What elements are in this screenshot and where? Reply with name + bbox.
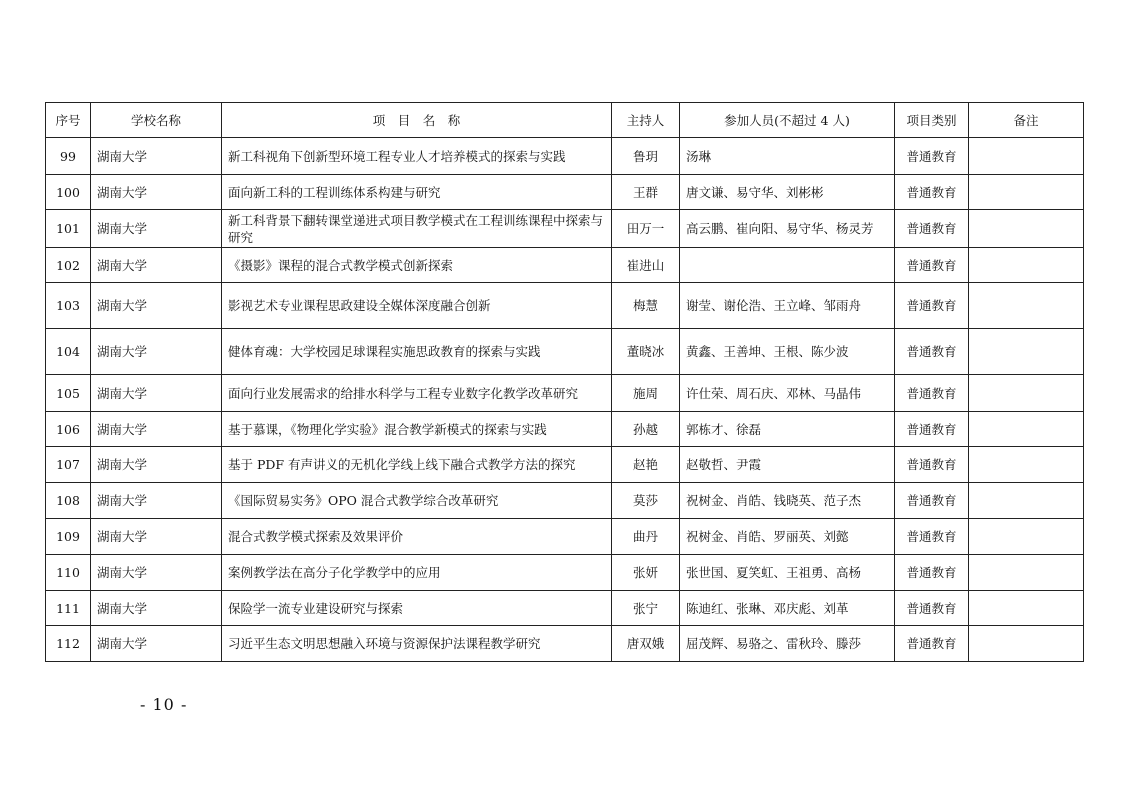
header-host: 主持人 xyxy=(612,103,680,138)
category-cell: 普通教育 xyxy=(895,447,969,483)
row-number-cell: 101 xyxy=(46,210,91,248)
host-name-cell: 崔进山 xyxy=(612,248,680,283)
row-number-cell: 102 xyxy=(46,248,91,283)
school-name-cell: 湖南大学 xyxy=(91,283,222,329)
school-name-cell: 湖南大学 xyxy=(91,483,222,519)
category-cell: 普通教育 xyxy=(895,626,969,662)
table-row xyxy=(46,329,1084,375)
row-number-cell: 112 xyxy=(46,626,91,662)
members-cell: 郭栋才、徐磊 xyxy=(680,412,895,447)
row-number-cell: 105 xyxy=(46,375,91,412)
category-cell: 普通教育 xyxy=(895,483,969,519)
table-row xyxy=(46,283,1084,329)
members-cell: 赵敬哲、尹霞 xyxy=(680,447,895,483)
table-row xyxy=(46,138,1084,175)
school-name-cell: 湖南大学 xyxy=(91,375,222,412)
host-name-cell: 唐双娥 xyxy=(612,626,680,662)
table-row xyxy=(46,447,1084,483)
host-name-cell: 董晓冰 xyxy=(612,329,680,375)
header-no: 序号 xyxy=(46,103,91,138)
row-number-cell: 108 xyxy=(46,483,91,519)
row-number-cell: 107 xyxy=(46,447,91,483)
category-cell: 普通教育 xyxy=(895,412,969,447)
school-name-cell: 湖南大学 xyxy=(91,210,222,248)
category-cell: 普通教育 xyxy=(895,175,969,210)
row-number-cell: 100 xyxy=(46,175,91,210)
school-name-cell: 湖南大学 xyxy=(91,519,222,555)
category-cell: 普通教育 xyxy=(895,283,969,329)
host-name-cell: 莫莎 xyxy=(612,483,680,519)
host-name-cell: 张宁 xyxy=(612,591,680,626)
table-row xyxy=(46,519,1084,555)
row-number-cell: 106 xyxy=(46,412,91,447)
school-name-cell: 湖南大学 xyxy=(91,175,222,210)
project-name-cell: 健体育魂：大学校园足球课程实施思政教育的探索与实践 xyxy=(222,329,612,375)
remark-cell xyxy=(969,447,1084,483)
school-name-cell: 湖南大学 xyxy=(91,626,222,662)
remark-cell xyxy=(969,175,1084,210)
remark-cell xyxy=(969,329,1084,375)
project-name-cell: 新工科背景下翻转课堂递进式项目教学模式在工程训练课程中探索与研究 xyxy=(222,210,612,248)
table-row xyxy=(46,375,1084,412)
remark-cell xyxy=(969,519,1084,555)
host-name-cell: 田万一 xyxy=(612,210,680,248)
header-project: 项 目 名 称 xyxy=(222,103,612,138)
table-row xyxy=(46,248,1084,283)
members-cell xyxy=(680,248,895,283)
members-cell: 高云鹏、崔向阳、易守华、杨灵芳 xyxy=(680,210,895,248)
category-cell: 普通教育 xyxy=(895,519,969,555)
school-name-cell: 湖南大学 xyxy=(91,329,222,375)
project-name-cell: 案例教学法在高分子化学教学中的应用 xyxy=(222,555,612,591)
table-row xyxy=(46,555,1084,591)
members-cell: 唐文谦、易守华、刘彬彬 xyxy=(680,175,895,210)
members-cell: 黄鑫、王善坤、王根、陈少波 xyxy=(680,329,895,375)
members-cell: 张世国、夏笑虹、王祖勇、高杨 xyxy=(680,555,895,591)
project-name-cell: 习近平生态文明思想融入环境与资源保护法课程教学研究 xyxy=(222,626,612,662)
members-cell: 屈茂辉、易骆之、雷秋玲、滕莎 xyxy=(680,626,895,662)
host-name-cell: 孙越 xyxy=(612,412,680,447)
row-number-cell: 110 xyxy=(46,555,91,591)
project-name-cell: 混合式教学模式探索及效果评价 xyxy=(222,519,612,555)
school-name-cell: 湖南大学 xyxy=(91,447,222,483)
row-number-cell: 103 xyxy=(46,283,91,329)
project-name-cell: 基于慕课，《物理化学实验》混合教学新模式的探索与实践 xyxy=(222,412,612,447)
school-name-cell: 湖南大学 xyxy=(91,138,222,175)
row-number-cell: 111 xyxy=(46,591,91,626)
school-name-cell: 湖南大学 xyxy=(91,555,222,591)
school-name-cell: 湖南大学 xyxy=(91,412,222,447)
project-name-cell: 新工科视角下创新型环境工程专业人才培养模式的探索与实践 xyxy=(222,138,612,175)
host-name-cell: 鲁玥 xyxy=(612,138,680,175)
category-cell: 普通教育 xyxy=(895,375,969,412)
header-remark: 备注 xyxy=(969,103,1084,138)
project-name-cell: 面向行业发展需求的给排水科学与工程专业数字化教学改革研究 xyxy=(222,375,612,412)
remark-cell xyxy=(969,375,1084,412)
header-school: 学校名称 xyxy=(91,103,222,138)
remark-cell xyxy=(969,248,1084,283)
row-number-cell: 104 xyxy=(46,329,91,375)
table-row xyxy=(46,483,1084,519)
table-row xyxy=(46,412,1084,447)
members-cell: 谢莹、谢伦浩、王立峰、邹雨舟 xyxy=(680,283,895,329)
school-name-cell: 湖南大学 xyxy=(91,248,222,283)
table-row xyxy=(46,210,1084,248)
remark-cell xyxy=(969,412,1084,447)
project-name-cell: 《摄影》课程的混合式教学模式创新探索 xyxy=(222,248,612,283)
host-name-cell: 梅慧 xyxy=(612,283,680,329)
host-name-cell: 张妍 xyxy=(612,555,680,591)
host-name-cell: 曲丹 xyxy=(612,519,680,555)
members-cell: 陈迪红、张琳、邓庆彪、刘革 xyxy=(680,591,895,626)
project-name-cell: 保险学一流专业建设研究与探索 xyxy=(222,591,612,626)
host-name-cell: 王群 xyxy=(612,175,680,210)
page-number: - 10 - xyxy=(140,695,188,714)
members-cell: 祝树金、肖皓、罗丽英、刘懿 xyxy=(680,519,895,555)
row-number-cell: 99 xyxy=(46,138,91,175)
category-cell: 普通教育 xyxy=(895,329,969,375)
table-row xyxy=(46,591,1084,626)
remark-cell xyxy=(969,138,1084,175)
host-name-cell: 施周 xyxy=(612,375,680,412)
project-name-cell: 《国际贸易实务》OPO 混合式教学综合改革研究 xyxy=(222,483,612,519)
host-name-cell: 赵艳 xyxy=(612,447,680,483)
table-row xyxy=(46,175,1084,210)
project-name-cell: 面向新工科的工程训练体系构建与研究 xyxy=(222,175,612,210)
members-cell: 汤琳 xyxy=(680,138,895,175)
members-cell: 祝树金、肖皓、钱晓英、范子杰 xyxy=(680,483,895,519)
category-cell: 普通教育 xyxy=(895,248,969,283)
project-table xyxy=(45,102,1084,662)
remark-cell xyxy=(969,210,1084,248)
category-cell: 普通教育 xyxy=(895,591,969,626)
table-row xyxy=(46,626,1084,662)
header-category: 项目类别 xyxy=(895,103,969,138)
school-name-cell: 湖南大学 xyxy=(91,591,222,626)
project-name-cell: 基于 PDF 有声讲义的无机化学线上线下融合式教学方法的探究 xyxy=(222,447,612,483)
category-cell: 普通教育 xyxy=(895,555,969,591)
category-cell: 普通教育 xyxy=(895,210,969,248)
remark-cell xyxy=(969,483,1084,519)
remark-cell xyxy=(969,626,1084,662)
remark-cell xyxy=(969,591,1084,626)
header-members: 参加人员(不超过 4 人) xyxy=(680,103,895,138)
project-name-cell: 影视艺术专业课程思政建设全媒体深度融合创新 xyxy=(222,283,612,329)
remark-cell xyxy=(969,283,1084,329)
remark-cell xyxy=(969,555,1084,591)
members-cell: 许仕荣、周石庆、邓林、马晶伟 xyxy=(680,375,895,412)
category-cell: 普通教育 xyxy=(895,138,969,175)
row-number-cell: 109 xyxy=(46,519,91,555)
header-row xyxy=(46,103,1084,138)
